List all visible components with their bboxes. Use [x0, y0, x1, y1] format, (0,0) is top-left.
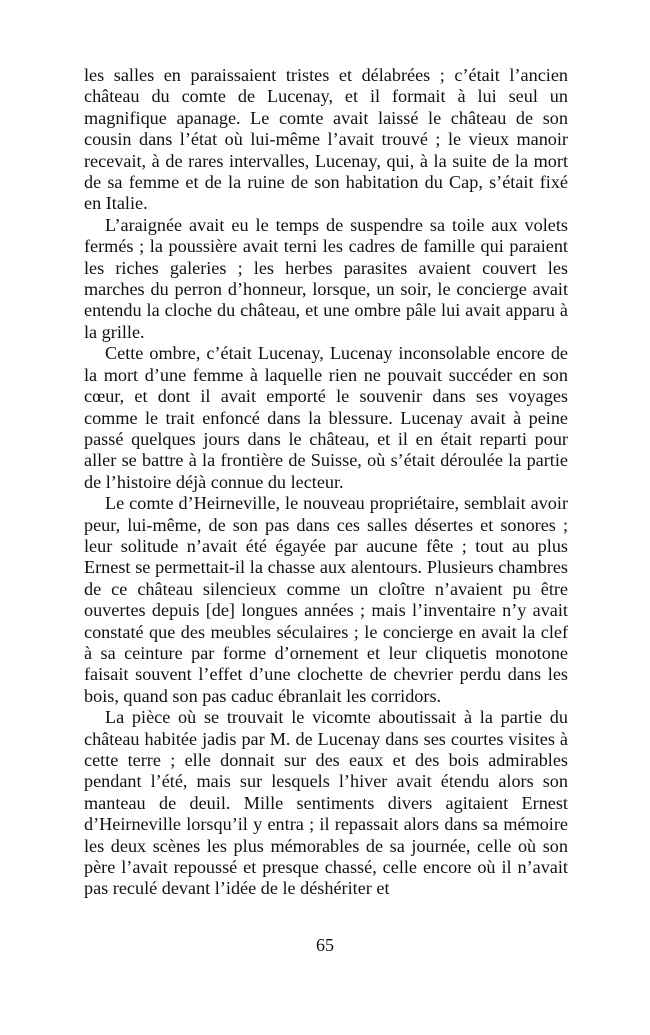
paragraph: La pièce où se trouvait le vicomte aboutissait à la partie du château habitée jadis par M. de Lucenay dans ses courtes visites à cette terre ; elle donnait sur des eaux et des bois admirables pendant l’été, mais sur lesquels l’hiver avait étendu alors son manteau de deuil. Mille sentiments divers agitaient Ernest d’Heirneville lorsqu’il y entra ; il repassait alors dans sa mémoire les deux scènes les plus mémorables de sa journée, celle où son père l’avait repoussé et presque chassé, celle encore où il n’avait pas reculé devant l’idée de le déshériter et [84, 707, 568, 899]
paragraph: Cette ombre, c’était Lucenay, Lucenay inconsolable encore de la mort d’une femme à laquelle rien ne pouvait succéder en son cœur, et dont il avait emporté le souvenir dans ses voyages comme le trait enfoncé dans la blessure. Lucenay avait à peine passé quelques jours dans le château, et il en était reparti pour aller se battre à la frontière de Suisse, où s’était déroulée la partie de l’histoire déjà connue du lecteur. [84, 343, 568, 492]
paragraph: Le comte d’Heirneville, le nouveau propriétaire, semblait avoir peur, lui-même, de son pas dans ces salles désertes et sonores ; leur solitude n’avait été égayée par aucune fête ; tout au plus Ernest se permettait-il la chasse aux alentours. Plusieurs chambres de ce château silencieux comme un cloître n’avaient pu être ouvertes depuis [de] longues années ; mais l’inventaire n’y avait constaté que des meubles séculaires ; le concierge en avait la clef à sa ceinture par forme d’ornement et leur cliquetis monotone faisait souvent l’effet d’une clochette de chevrier perdu dans les bois, quand son pas caduc ébranlait les corridors. [84, 493, 568, 706]
page-number: 65 [316, 935, 334, 955]
page-body-text [84, 65, 568, 900]
paragraph: les salles en paraissaient tristes et délabrées ; c’était l’ancien château du comte de Lucenay, et il formait à lui seul un magnifique apanage. Le comte avait laissé le château de son cousin dans l’état où lui-même l’avait trouvé ; le vieux manoir recevait, à de rares intervalles, Lucenay, qui, à la suite de la mort de sa femme et de la ruine de son habitation du Cap, s’était fixé en Italie. [84, 65, 568, 214]
paragraph: L’araignée avait eu le temps de suspendre sa toile aux volets fermés ; la poussière avait terni les cadres de famille qui paraient les riches galeries ; les herbes parasites avaient couvert les marches du perron d’honneur, lorsque, un soir, le concierge avait entendu la cloche du château, et une ombre pâle lui avait apparu à la grille. [84, 214, 568, 342]
